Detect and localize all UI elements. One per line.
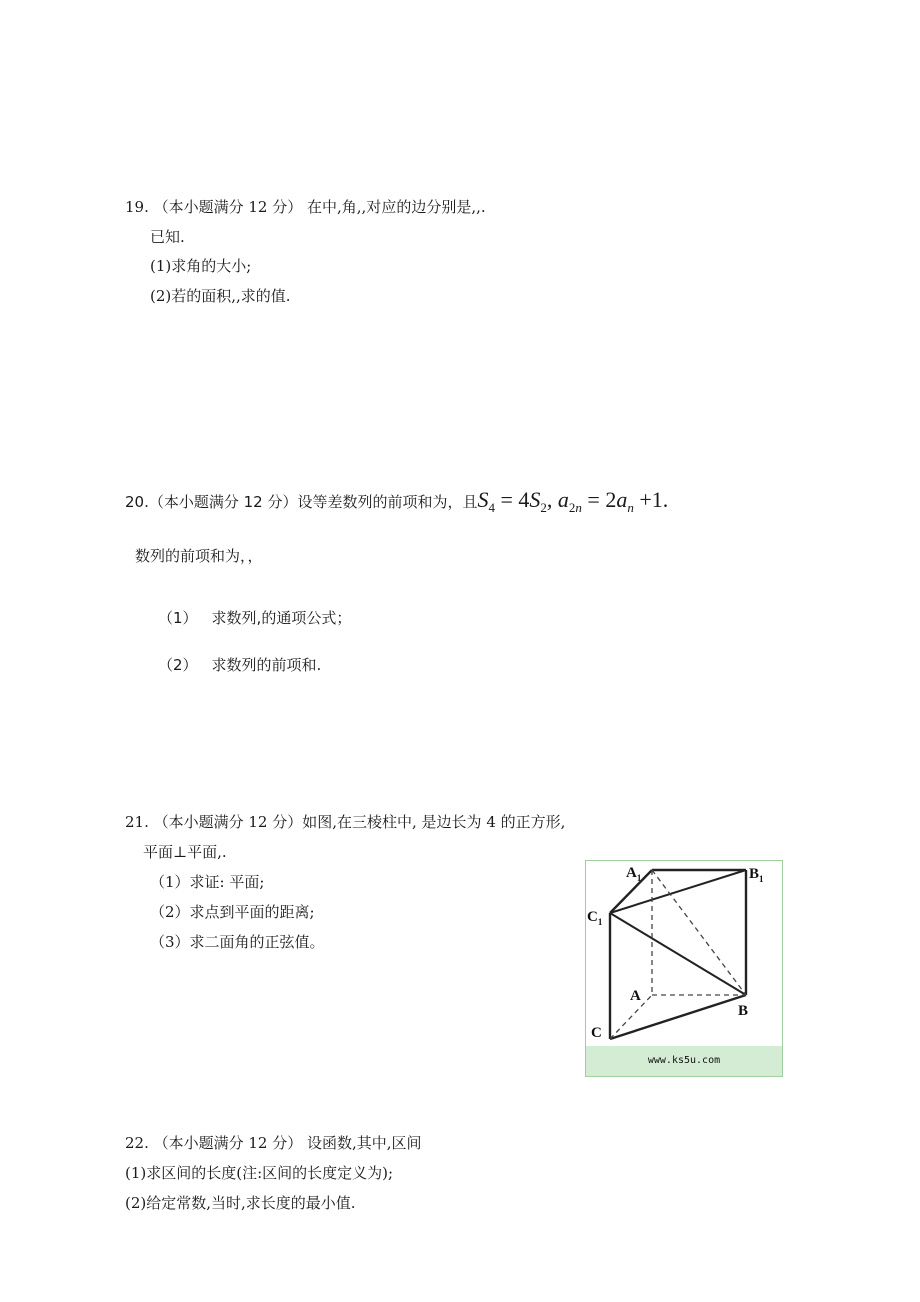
q20-part-2-number: （2） <box>158 656 198 674</box>
label-c1: $C_1$ <box>587 909 603 927</box>
q22-title: 22. （本小题满分 12 分） 设函数,其中,区间 <box>125 1134 422 1152</box>
q22-part-2: (2)给定常数,当时,求长度的最小值. <box>125 1194 356 1212</box>
q21-part-3: （3）求二面角的正弦值。 <box>150 933 325 951</box>
q20-title-text: 20.（本小题满分 12 分）设等差数列的前项和为，且 <box>125 493 478 511</box>
q21-title: 21. （本小题满分 12 分）如图,在三棱柱中, 是边长为 4 的正方形, <box>125 813 566 831</box>
prism-figure <box>585 860 783 1077</box>
label-a: A <box>630 988 641 1004</box>
q19-given: 已知. <box>150 228 185 246</box>
q21-condition: 平面⊥平面,. <box>143 843 227 861</box>
q20-title <box>125 488 668 514</box>
q20-part-1-number: （1） <box>158 609 198 627</box>
q19-part-1: (1)求角的大小; <box>150 257 252 275</box>
q20-formula: $S_4 = 4S_2$, $a_{2n} = 2a_n +1$. <box>477 487 669 515</box>
figure-watermark: www.ks5u.com <box>586 1046 782 1076</box>
label-b: B <box>738 1003 749 1019</box>
q20-part-2-text: 求数列的前项和. <box>211 656 322 674</box>
q20-part-1 <box>158 608 351 628</box>
q20-part-1-text: 求数列,的通项公式； <box>211 609 352 627</box>
edge-a1-b <box>652 870 746 995</box>
q20-part-2 <box>158 655 321 675</box>
q20-statement: 数列的前项和为，， <box>135 547 263 565</box>
edge-c1-b <box>610 913 746 995</box>
prism-diagram <box>586 861 782 1048</box>
q19-part-2: (2)若的面积,,求的值. <box>150 287 291 305</box>
label-c: C <box>591 1025 602 1041</box>
q19-title: 19. （本小题满分 12 分） 在中,角,,对应的边分别是,,. <box>125 198 486 216</box>
q21-part-1: （1）求证: 平面; <box>150 873 265 891</box>
label-a1: $A_1$ <box>626 865 642 883</box>
q22-part-1: (1)求区间的长度(注:区间的长度定义为); <box>125 1164 394 1182</box>
label-b1: $B_1$ <box>749 866 764 884</box>
q21-part-2: （2）求点到平面的距离; <box>150 903 315 921</box>
